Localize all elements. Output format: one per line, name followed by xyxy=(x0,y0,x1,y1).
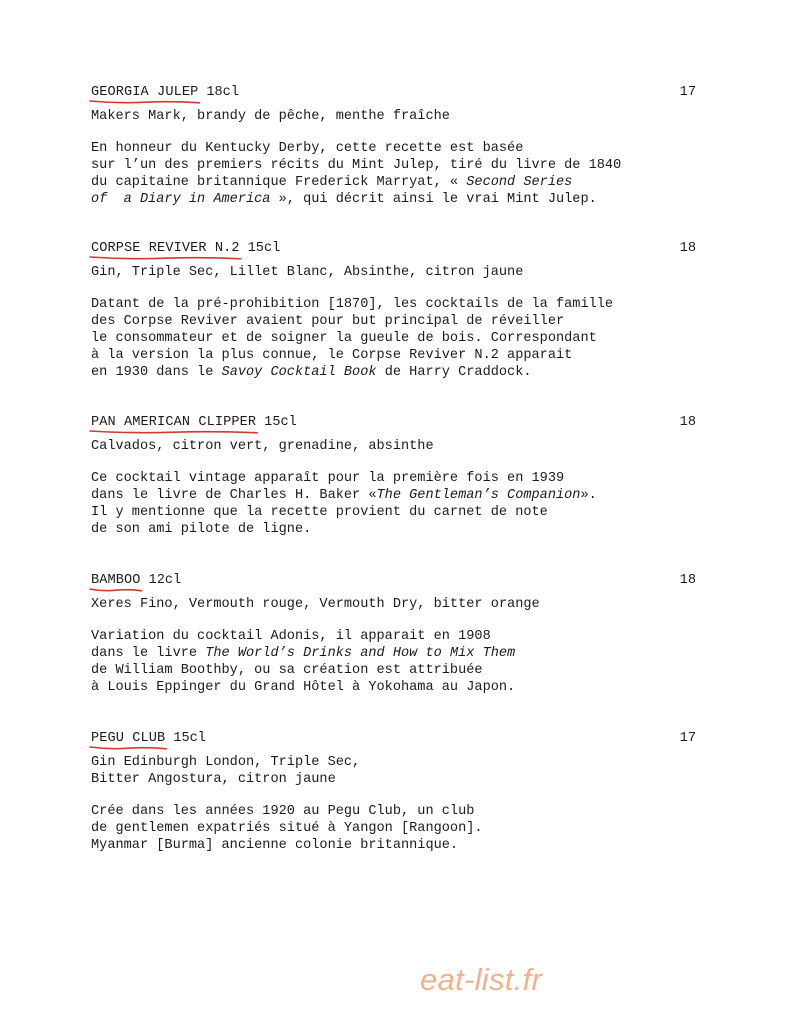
ingredient-line: Gin Edinburgh London, Triple Sec, xyxy=(91,755,361,770)
cocktail-size: 15cl xyxy=(264,415,297,430)
menu-item-header xyxy=(91,728,696,750)
cocktail-ingredients xyxy=(91,264,696,281)
title-italic: The World’s Drinks and How to Mix Them xyxy=(205,646,516,661)
description-line xyxy=(91,820,696,837)
description-line xyxy=(91,837,696,854)
cocktail-name: PAN AMERICAN CLIPPER xyxy=(91,415,257,430)
cocktail-name: BAMBOO xyxy=(91,573,141,588)
description-line xyxy=(91,521,696,538)
title-italic: of a Diary in America xyxy=(91,192,271,207)
text-run: en 1930 dans le xyxy=(91,365,222,380)
cocktail-name: GEORGIA JULEP xyxy=(91,85,199,100)
description-line xyxy=(91,645,696,662)
description-line xyxy=(91,628,696,645)
title-italic: Second Series xyxy=(466,175,573,190)
underline-stroke xyxy=(89,584,143,596)
cocktail-price: 18 xyxy=(679,573,696,588)
text-run: », qui décrit ainsi le vrai Mint Julep. xyxy=(270,192,597,207)
description-line xyxy=(91,662,696,679)
description-line xyxy=(91,470,696,487)
cocktail-price: 18 xyxy=(679,241,696,256)
cocktail-size: 15cl xyxy=(247,241,281,256)
cocktail-size: 15cl xyxy=(173,731,206,746)
title-italic: Savoy Cocktail Book xyxy=(221,365,377,380)
ingredient-line: Bitter Angostura, citron jaune xyxy=(91,772,336,787)
ingredient-line: Gin, Triple Sec, Lillet Blanc, Absinthe, citron jaune xyxy=(91,265,524,280)
menu-item xyxy=(91,728,696,854)
description-line xyxy=(91,679,696,696)
description-line xyxy=(91,191,696,208)
cocktail-ingredients xyxy=(91,438,696,455)
cocktail-ingredients xyxy=(91,754,696,788)
text-run: dans le livre de Charles H. Baker « xyxy=(91,488,377,503)
cocktail-description xyxy=(91,296,696,381)
description-line xyxy=(91,330,696,347)
menu-item-header xyxy=(91,570,696,592)
cocktail-ingredients xyxy=(91,108,696,125)
text-run: de son ami pilote de ligne. xyxy=(91,522,312,537)
menu-item-header xyxy=(91,82,696,104)
underline-stroke xyxy=(89,742,167,754)
text-run: de William Boothby, ou sa création est attribuée xyxy=(91,663,483,678)
text-run: En honneur du Kentucky Derby, cette recette est basée xyxy=(91,141,524,156)
text-run: de Harry Craddock. xyxy=(376,365,532,380)
cocktail-name: CORPSE REVIVER N.2 xyxy=(91,241,240,256)
text-run: Ce cocktail vintage apparaît pour la première fois en 1939 xyxy=(91,471,565,486)
text-run: à Louis Eppinger du Grand Hôtel à Yokohama au Japon. xyxy=(91,680,516,695)
cocktail-description xyxy=(91,140,696,208)
text-run: sur l’un des premiers récits du Mint Julep, tiré du livre de 1840 xyxy=(91,158,622,173)
underline-stroke xyxy=(89,96,200,108)
title-italic: The Gentleman’s Companion xyxy=(376,488,581,503)
cocktail-ingredients xyxy=(91,596,696,613)
text-run: ». xyxy=(580,488,597,503)
cocktail-price: 17 xyxy=(679,731,696,746)
text-run: Crée dans les années 1920 au Pegu Club, un club xyxy=(91,804,475,819)
cocktail-price: 17 xyxy=(679,85,696,100)
ingredient-line: Xeres Fino, Vermouth rouge, Vermouth Dry, bitter orange xyxy=(91,597,540,612)
cocktail-name: PEGU CLUB xyxy=(91,731,166,746)
text-run: des Corpse Reviver avaient pour but principal de réveiller xyxy=(91,314,565,329)
menu-item-header xyxy=(91,238,696,260)
cocktail-size: 18cl xyxy=(206,85,239,100)
description-line xyxy=(91,140,696,157)
menu-item xyxy=(91,412,696,538)
text-run: Datant de la pré-prohibition [1870], les cocktails de la famille xyxy=(91,297,614,312)
text-run: à la version la plus connue, le Corpse Reviver N.2 apparait xyxy=(91,348,573,363)
text-run: le consommateur et de soigner la gueule de bois. Correspondant xyxy=(91,331,597,346)
text-run: Il y mentionne que la recette provient du carnet de note xyxy=(91,505,548,520)
description-line xyxy=(91,487,696,504)
underline-stroke xyxy=(89,252,242,264)
description-line xyxy=(91,313,696,330)
cocktail-price: 18 xyxy=(679,415,696,430)
text-run: Variation du cocktail Adonis, il apparait en 1908 xyxy=(91,629,491,644)
description-line xyxy=(91,803,696,820)
menu-item xyxy=(91,238,696,381)
underline-stroke xyxy=(89,426,258,438)
description-line xyxy=(91,347,696,364)
description-line xyxy=(91,296,696,313)
ingredient-line: Makers Mark, brandy de pêche, menthe fraîche xyxy=(91,109,450,124)
description-line xyxy=(91,174,696,191)
cocktail-description xyxy=(91,803,696,854)
text-run: dans le livre xyxy=(91,646,206,661)
menu-item xyxy=(91,570,696,696)
description-line xyxy=(91,504,696,521)
description-line xyxy=(91,364,696,381)
text-run: Myanmar [Burma] ancienne colonie britannique. xyxy=(91,838,459,853)
ingredient-line: Calvados, citron vert, grenadine, absinthe xyxy=(91,439,434,454)
menu-item-header xyxy=(91,412,696,434)
watermark-text: eat-list.fr xyxy=(420,962,543,997)
cocktail-size: 12cl xyxy=(148,573,182,588)
cocktail-description xyxy=(91,470,696,538)
cocktail-description xyxy=(91,628,696,696)
text-run: du capitaine britannique Frederick Marryat, « xyxy=(91,175,467,190)
menu-item xyxy=(91,82,696,208)
text-run: de gentlemen expatriés situé à Yangon [Rangoon]. xyxy=(91,821,483,836)
description-line xyxy=(91,157,696,174)
